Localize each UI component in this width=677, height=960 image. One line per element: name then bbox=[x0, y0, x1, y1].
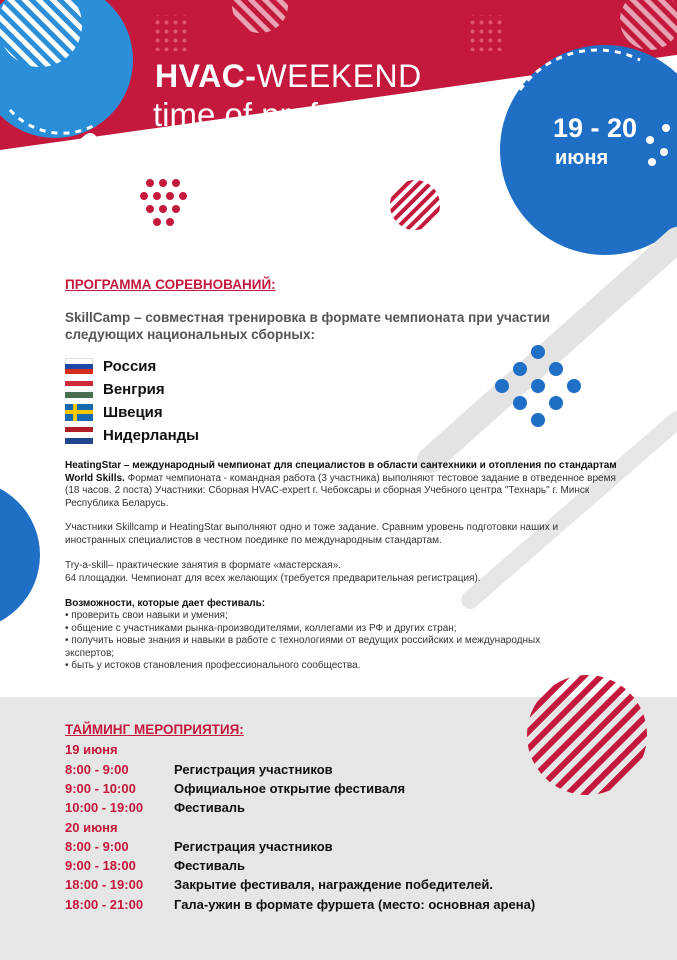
schedule-time: 9:00 - 10:00 bbox=[65, 781, 136, 796]
event-date-range: 19 - 20 bbox=[553, 113, 638, 143]
team-russia: Россия bbox=[65, 356, 156, 376]
schedule-event: Регистрация участников bbox=[174, 839, 333, 854]
team-sweden: Швеция bbox=[65, 402, 163, 422]
schedule-event: Фестиваль bbox=[174, 858, 246, 873]
event-subtitle: time of professionals bbox=[153, 96, 456, 133]
schedule-event: Закрытие фестиваля, награждение победителей. bbox=[174, 877, 493, 892]
comparison-text: Участники Skillcamp и HeatingStar выполняют одно и тоже задание. Сравним уровень подготовки наших и иностранных специалистов в честном поединке по международным стандартам. bbox=[65, 522, 559, 546]
skillcamp-description: SkillCamp – совместная тренировка в формате чемпионата при участии следующих национальных сборных: bbox=[65, 310, 551, 342]
event-title: HVAC-WEEKEND bbox=[155, 58, 422, 94]
list-item: • проверить свои навыки и умения; bbox=[65, 610, 585, 623]
working-hours: Время работы площадки 9:00 - 19:00 bbox=[157, 150, 430, 167]
list-item: • получить новые знания и навыки в работе с технологиями от ведущих российских и международных экспертов; bbox=[65, 635, 585, 660]
schedule-time: 18:00 - 21:00 bbox=[65, 897, 144, 912]
list-item: • быть у истоков становления профессионального сообщества. bbox=[65, 660, 585, 673]
schedule-event: Фестиваль bbox=[174, 800, 246, 815]
schedule-time: 18:00 - 19:00 bbox=[65, 877, 144, 892]
schedule-event: Официальное открытие фестиваля bbox=[174, 781, 406, 796]
schedule-event: Гала-ужин в формате фуршета (место: основная арена) bbox=[174, 897, 536, 912]
team-netherlands: Нидерланды bbox=[65, 425, 199, 445]
opportunities-heading: Возможности, которые дает фестиваль: bbox=[65, 598, 266, 609]
day-label: 20 июня bbox=[65, 820, 118, 835]
team-hungary: Венгрия bbox=[65, 379, 165, 399]
event-date-month: июня bbox=[555, 147, 609, 169]
timing-heading: ТАЙМИНГ МЕРОПРИЯТИЯ: bbox=[65, 722, 244, 737]
schedule-time: 9:00 - 18:00 bbox=[65, 858, 136, 873]
try-a-skill-text: Try-a-skill– практические занятия в формате «мастерская». 64 площадки. Чемпионат для всех желающих (требуется предварительная регистрация). bbox=[65, 560, 481, 584]
schedule-time: 10:00 - 19:00 bbox=[65, 800, 144, 815]
list-item: • общение с участниками рынка-производителями, коллегами из РФ и других стран; bbox=[65, 623, 585, 636]
schedule-event: Регистрация участников bbox=[174, 762, 333, 777]
heatingstar-description: HeatingStar – международный чемпионат для специалистов в области сантехники и отопления по стандартам World Skills. Формат чемпионата - командная работа (3 участника) выполняют тестовое задание в отведенное время (18 часов. 2 поста) Участники: Сборная HVAC-expert г. Чебоксары и сборная Учебного центра "Технарь" г. Минск Республика Беларусь. bbox=[65, 460, 617, 509]
program-heading: ПРОГРАММА СОРЕВНОВАНИЙ: bbox=[65, 277, 276, 292]
schedule-time: 8:00 - 9:00 bbox=[65, 762, 129, 777]
schedule-time: 8:00 - 9:00 bbox=[65, 839, 129, 854]
day-label: 19 июня bbox=[65, 742, 118, 757]
